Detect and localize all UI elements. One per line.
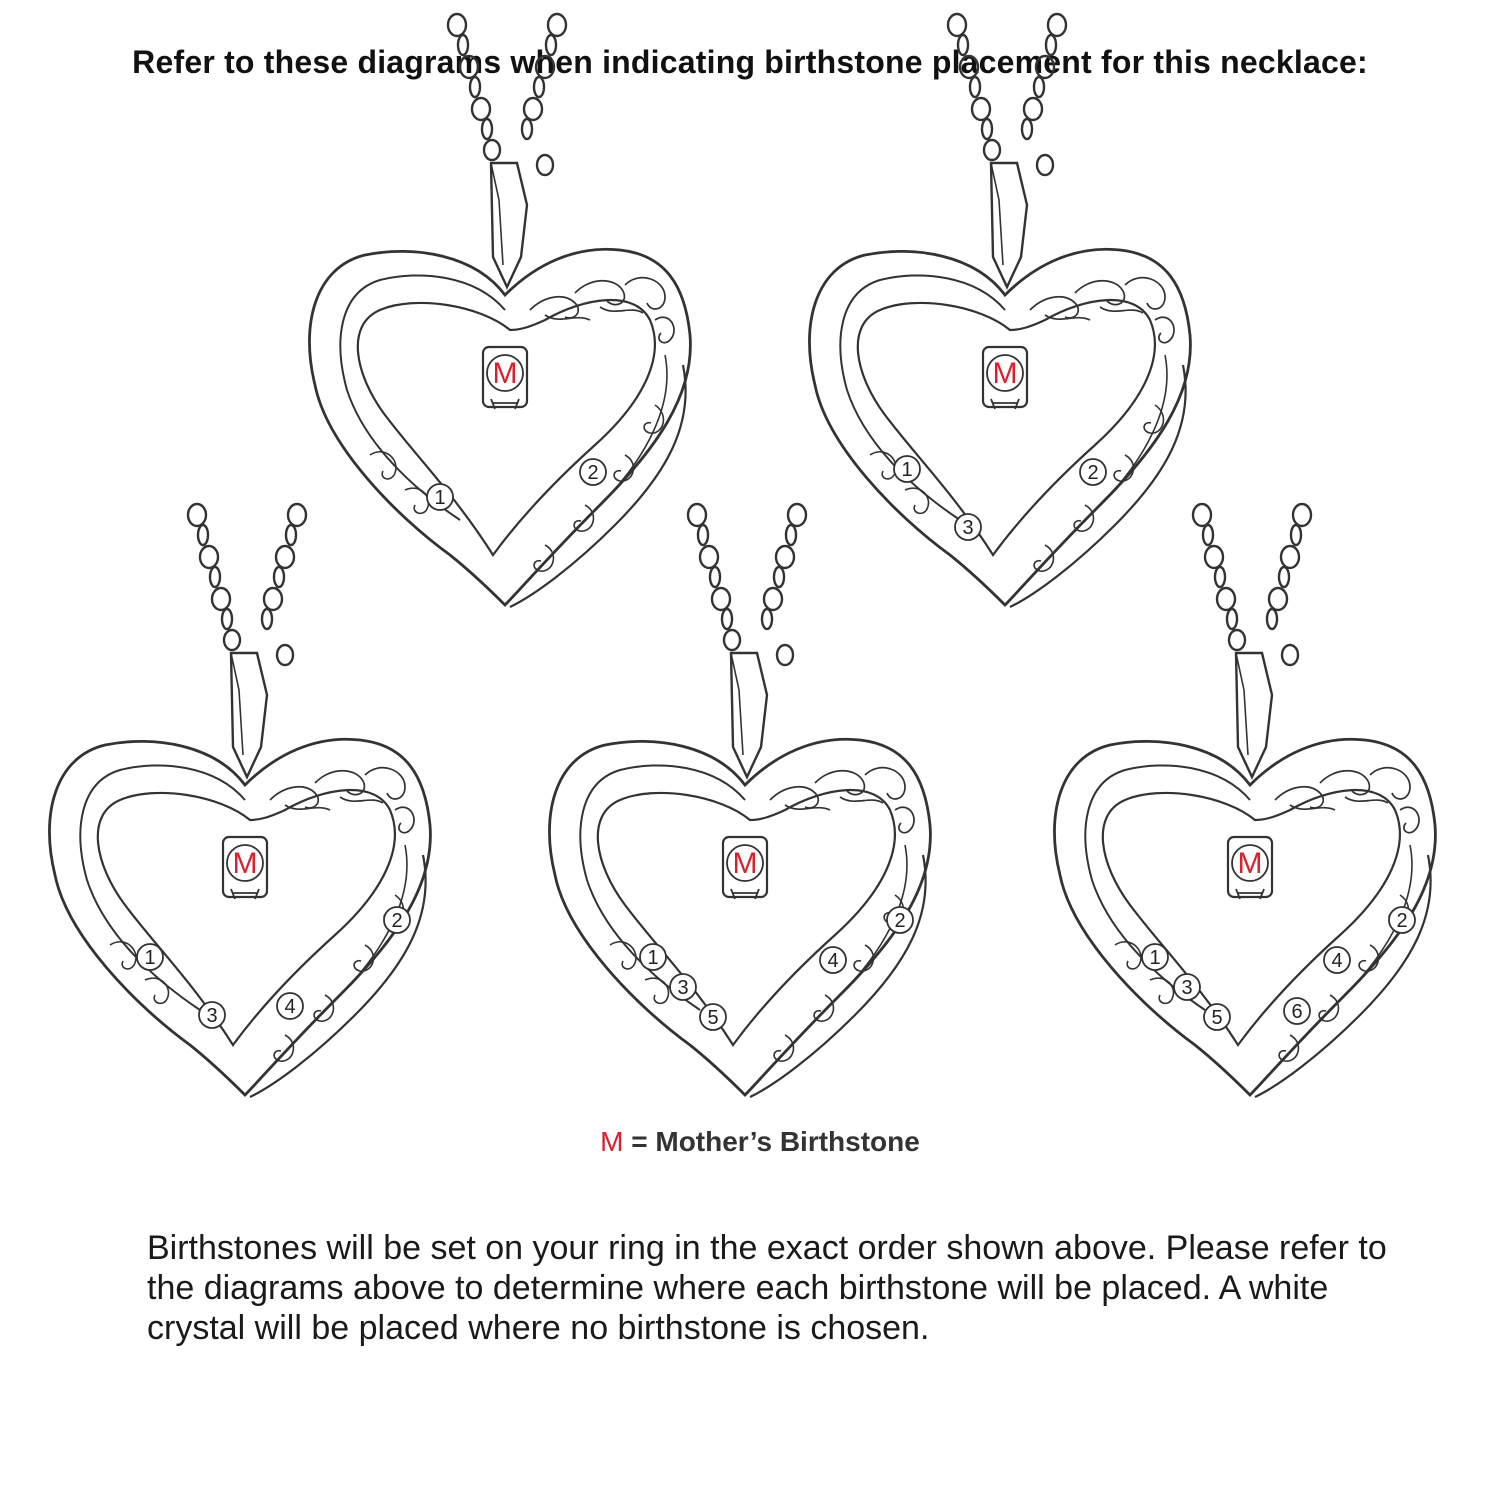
- stone-number: 5: [707, 1007, 719, 1029]
- stone-number: 3: [962, 517, 974, 539]
- legend-marker: M: [600, 1126, 624, 1157]
- mother-stone-marker: M: [492, 357, 518, 390]
- stone-number: 2: [391, 910, 403, 932]
- stone-number: 1: [434, 487, 446, 509]
- stone-number: 5: [1211, 1007, 1223, 1029]
- stone-number: 1: [144, 947, 156, 969]
- stone-number: 2: [1087, 462, 1099, 484]
- heart-pendant-diagram: [1054, 504, 1435, 1097]
- stone-number: 3: [677, 977, 689, 999]
- mother-stone-marker: M: [992, 357, 1018, 390]
- heart-pendant-outline: [49, 504, 430, 1097]
- stone-number: 4: [284, 996, 296, 1018]
- heart-pendant-diagram: [809, 14, 1190, 607]
- instructions-text: Birthstones will be set on your ring in the exact order shown above. Please refer to the diagrams above to determine where each birthstone will be placed. A white crystal will be placed where no birthstone is chosen.: [147, 1229, 1387, 1347]
- stone-number: 2: [1396, 910, 1408, 932]
- legend-text: = Mother’s Birthstone: [631, 1126, 920, 1157]
- heart-pendant-outline: [309, 14, 690, 607]
- stone-number: 1: [647, 947, 659, 969]
- legend: [0, 1126, 1500, 1158]
- stone-number: 4: [827, 950, 839, 972]
- stone-number: 1: [1149, 947, 1161, 969]
- stone-number: 2: [587, 462, 599, 484]
- stone-number: 2: [894, 910, 906, 932]
- heart-pendant-diagram: [549, 504, 930, 1097]
- page-heading: Refer to these diagrams when indicating birthstone placement for this necklace:: [132, 44, 1368, 80]
- mother-stone-marker: M: [1237, 847, 1263, 880]
- heart-pendant-outline: [809, 14, 1190, 607]
- heart-pendant-diagram: [309, 14, 690, 607]
- heart-pendant-outline: [549, 504, 930, 1097]
- heart-pendant-diagram: [49, 504, 430, 1097]
- stone-number: 6: [1291, 1001, 1303, 1023]
- mother-stone-marker: M: [732, 847, 758, 880]
- stone-number: 3: [1181, 977, 1193, 999]
- stone-number: 3: [206, 1005, 218, 1027]
- stone-number: 4: [1331, 950, 1343, 972]
- stone-number: 1: [901, 459, 913, 481]
- heart-pendant-outline: [1054, 504, 1435, 1097]
- mother-stone-marker: M: [232, 847, 258, 880]
